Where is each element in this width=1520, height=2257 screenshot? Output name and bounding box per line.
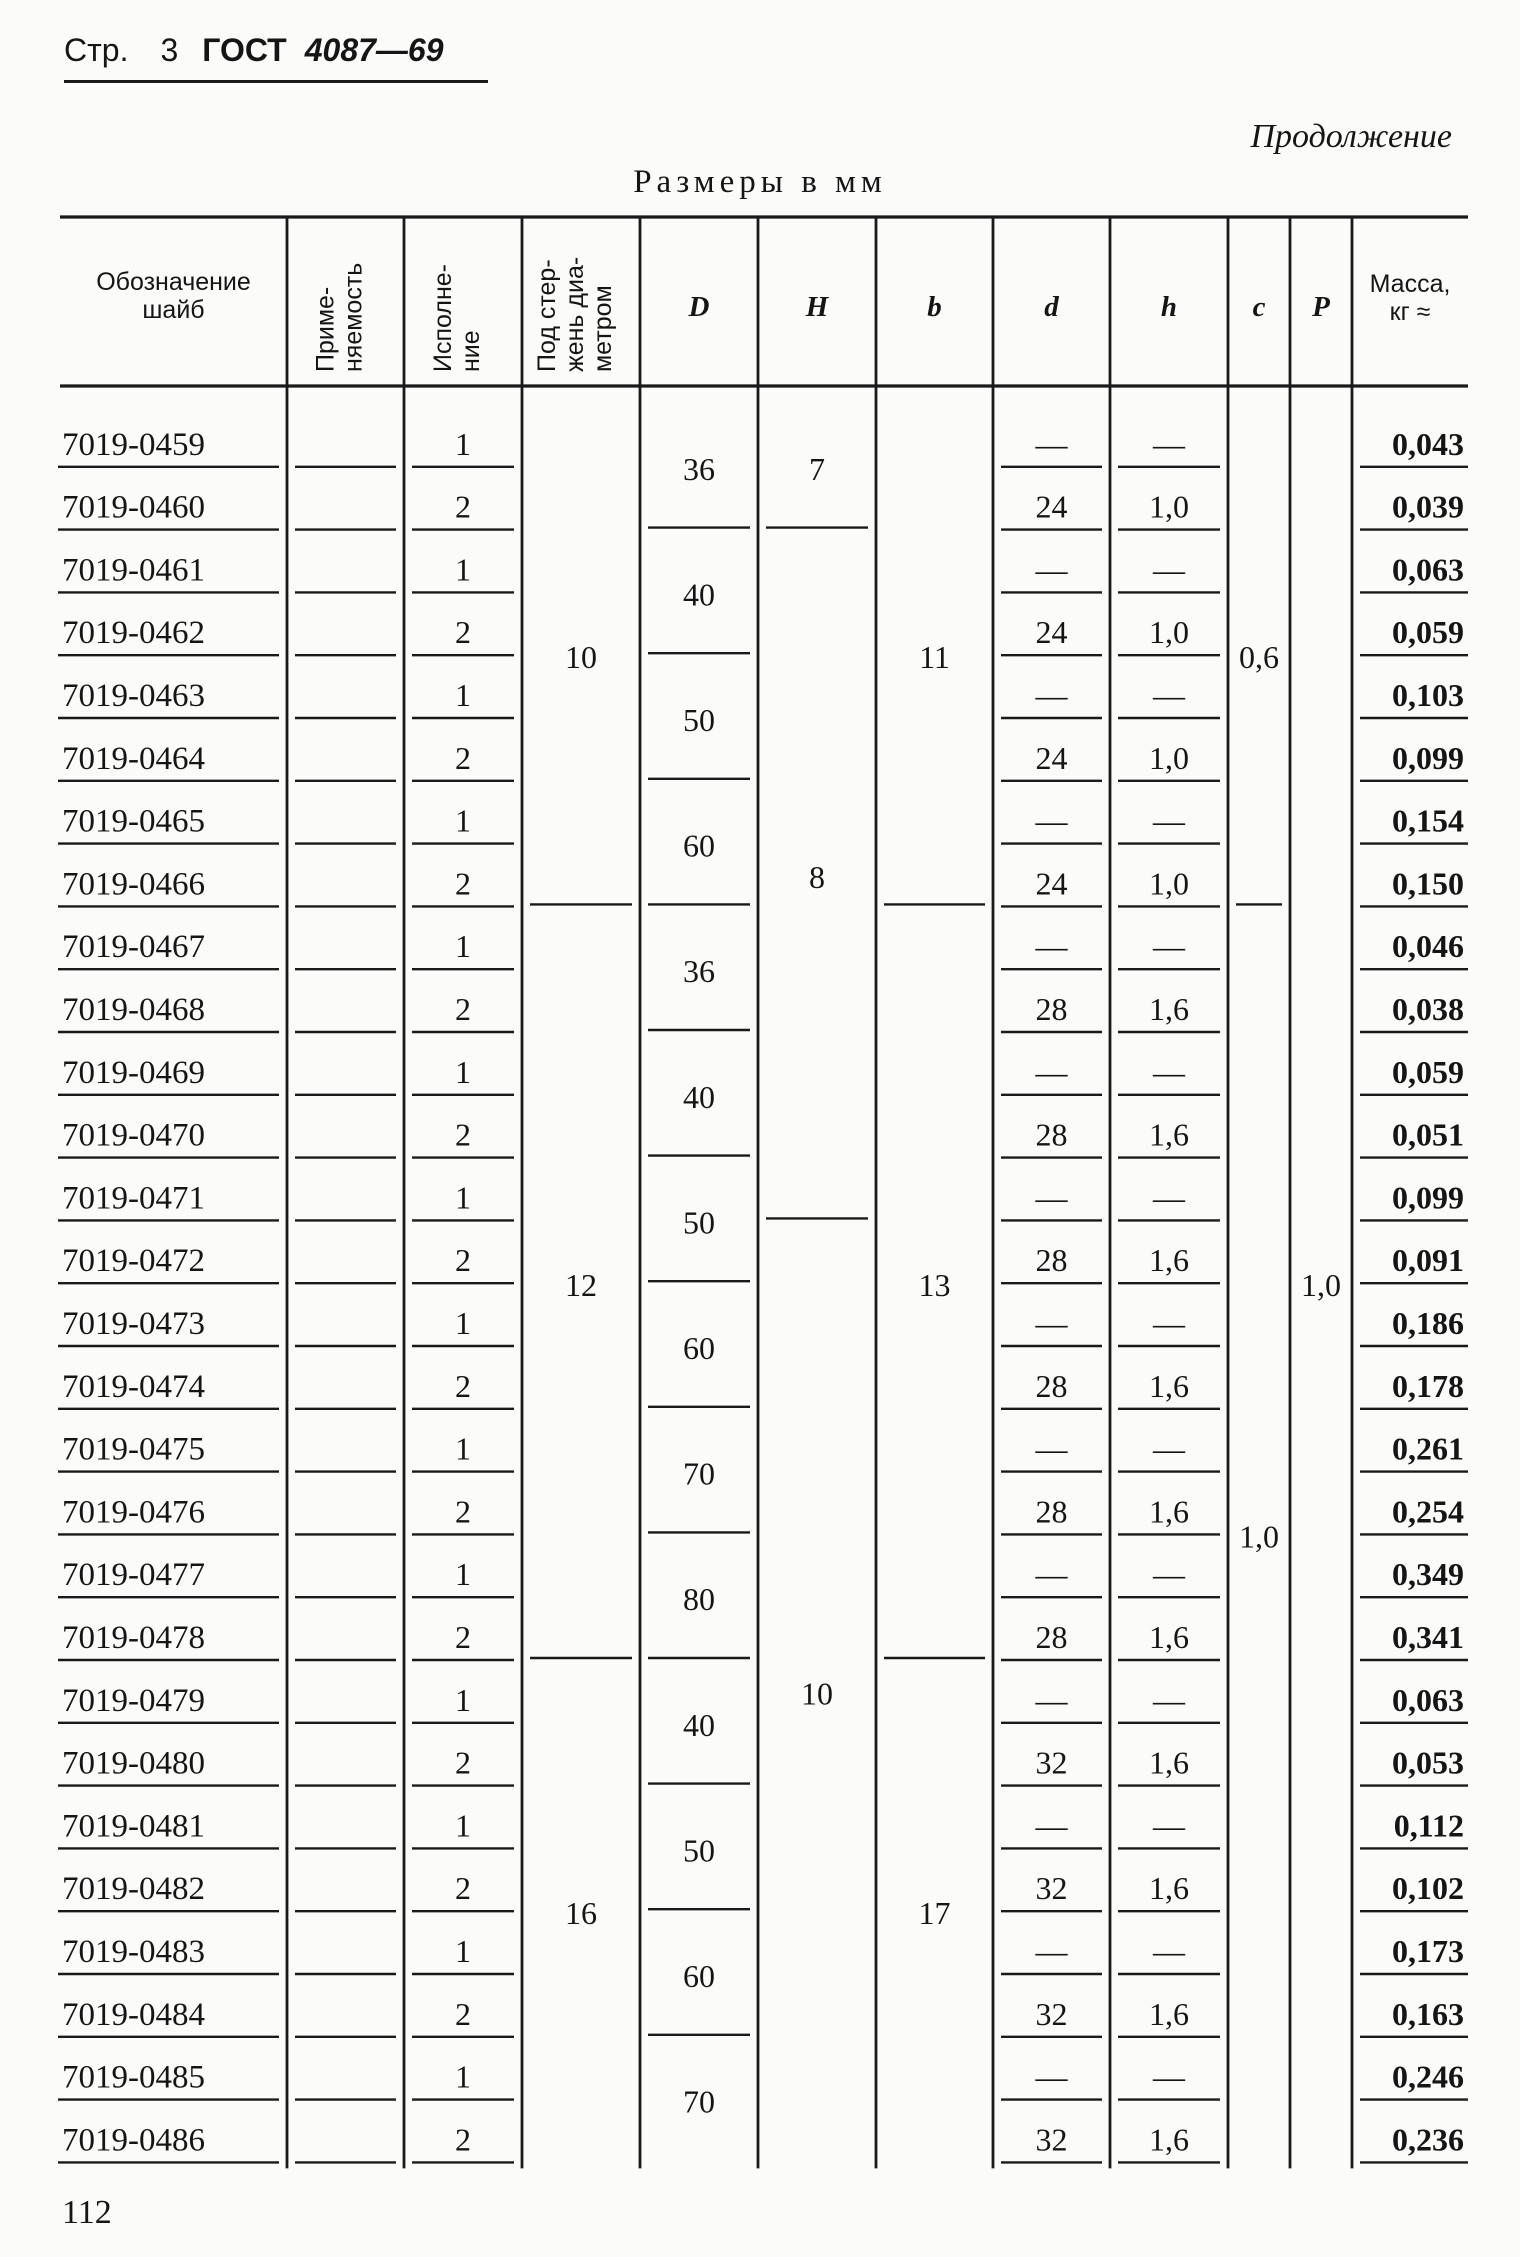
row-designation: 7019-0476 — [62, 1494, 205, 1531]
merged-D: 40 — [683, 576, 715, 613]
header-mass: кг ≈ — [1389, 298, 1431, 326]
row-h: — — [1153, 551, 1185, 588]
row-h: 1,0 — [1149, 739, 1189, 776]
header-c: c — [1252, 291, 1266, 323]
row-designation: 7019-0475 — [62, 1431, 205, 1468]
row-version: 2 — [455, 1619, 471, 1655]
row-version: 1 — [455, 1053, 471, 1090]
merged-H: 7 — [809, 450, 825, 487]
row-h: 1,6 — [1149, 1870, 1189, 1907]
page-num: 3 — [160, 32, 179, 68]
row-d: 24 — [1035, 865, 1068, 902]
row-mass: 0,112 — [1393, 1807, 1464, 1844]
row-mass: 0,051 — [1392, 1116, 1464, 1153]
row-d: — — [1035, 1430, 1068, 1467]
row-designation: 7019-0463 — [62, 678, 205, 714]
row-version: 1 — [455, 1933, 471, 1969]
row-mass: 0,053 — [1392, 1744, 1464, 1781]
row-designation: 7019-0467 — [62, 929, 205, 966]
row-version: 1 — [455, 551, 471, 588]
row-designation: 7019-0484 — [62, 1996, 205, 2033]
merged-b: 17 — [918, 1895, 951, 1932]
row-h: 1,6 — [1149, 991, 1189, 1027]
header-H: H — [805, 291, 829, 323]
header-D: D — [688, 291, 710, 323]
row-designation: 7019-0481 — [62, 1808, 205, 1845]
header-d: d — [1044, 291, 1059, 323]
header-applicability: Приме- — [311, 286, 340, 372]
row-h: 1,0 — [1149, 865, 1189, 902]
row-h: — — [1153, 802, 1185, 839]
row-designation: 7019-0482 — [62, 1871, 205, 1908]
header-designation: Обозначение — [96, 268, 251, 296]
row-version: 1 — [455, 802, 471, 839]
row-h: 1,6 — [1149, 1367, 1189, 1404]
header-h: h — [1160, 291, 1178, 323]
row-h: 1,6 — [1149, 2121, 1189, 2158]
row-d: 24 — [1035, 488, 1068, 525]
row-designation: 7019-0473 — [62, 1306, 205, 1342]
row-mass: 0,063 — [1392, 1681, 1464, 1718]
merged-D: 40 — [683, 1078, 715, 1115]
row-mass: 0,186 — [1392, 1305, 1464, 1341]
header-designation: шайб — [142, 296, 205, 324]
row-h: 1,6 — [1149, 1995, 1189, 2032]
merged-P: 1,0 — [1301, 1267, 1341, 1304]
header-version: ние — [457, 330, 485, 372]
row-d: — — [1035, 1179, 1068, 1216]
merged-D: 36 — [683, 953, 715, 990]
standard-label: ГОСТ — [202, 32, 287, 68]
row-mass: 0,103 — [1392, 677, 1464, 713]
merged-D: 50 — [683, 702, 715, 738]
row-designation: 7019-0461 — [62, 552, 205, 589]
row-h: 1,6 — [1149, 1744, 1189, 1781]
row-version: 1 — [455, 2058, 471, 2095]
row-designation: 7019-0472 — [62, 1243, 205, 1280]
row-version: 1 — [455, 1556, 471, 1593]
row-mass: 0,261 — [1392, 1430, 1464, 1467]
row-h: — — [1153, 1807, 1185, 1844]
row-designation: 7019-0486 — [62, 2122, 205, 2159]
page-label: Стр. — [64, 32, 129, 68]
row-mass: 0,341 — [1392, 1619, 1464, 1655]
header-rod-diameter: жень диа- — [561, 256, 589, 372]
row-h: 1,6 — [1149, 1619, 1189, 1655]
units-caption: Размеры в мм — [633, 164, 887, 200]
row-h: — — [1153, 1933, 1185, 1969]
row-d: 28 — [1035, 1619, 1068, 1655]
row-version: 1 — [455, 928, 471, 965]
row-d: 32 — [1035, 1744, 1068, 1781]
row-h: 1,0 — [1149, 488, 1189, 525]
header-version: Исполне- — [429, 264, 457, 372]
row-d: 24 — [1035, 739, 1068, 776]
row-designation: 7019-0464 — [62, 740, 205, 777]
row-mass: 0,178 — [1392, 1367, 1464, 1404]
row-version: 2 — [455, 614, 471, 651]
row-d: — — [1035, 677, 1068, 713]
row-version: 2 — [455, 1493, 471, 1530]
header-b: b — [927, 291, 942, 323]
merged-H: 8 — [809, 859, 825, 895]
header-applicability: няемость — [339, 262, 368, 372]
header-mass: Масса, — [1369, 270, 1451, 298]
row-designation: 7019-0460 — [62, 489, 205, 526]
row-h: 1,6 — [1149, 1242, 1189, 1279]
row-h: — — [1153, 1179, 1185, 1216]
row-d: — — [1035, 1681, 1068, 1718]
merged-D: 80 — [683, 1581, 715, 1618]
row-mass: 0,173 — [1392, 1933, 1464, 1969]
row-mass: 0,059 — [1392, 1053, 1464, 1090]
row-d: — — [1035, 1556, 1068, 1593]
row-mass: 0,091 — [1392, 1242, 1464, 1279]
row-h: — — [1153, 1305, 1185, 1341]
merged-H: 10 — [801, 1675, 833, 1712]
row-d: — — [1035, 928, 1068, 965]
row-d: — — [1035, 1933, 1068, 1969]
row-mass: 0,099 — [1392, 1179, 1464, 1216]
row-designation: 7019-0466 — [62, 866, 205, 903]
row-d: — — [1035, 551, 1068, 588]
row-d: 28 — [1035, 991, 1068, 1027]
row-designation: 7019-0468 — [62, 992, 205, 1028]
row-version: 2 — [455, 488, 471, 525]
row-mass: 0,038 — [1392, 991, 1464, 1027]
row-designation: 7019-0462 — [62, 615, 205, 652]
merged-D: 50 — [683, 1832, 715, 1869]
row-designation: 7019-0469 — [62, 1054, 205, 1091]
row-mass: 0,063 — [1392, 551, 1464, 588]
row-version: 2 — [455, 1870, 471, 1907]
row-d: 32 — [1035, 1995, 1068, 2032]
row-mass: 0,039 — [1392, 488, 1464, 525]
row-version: 2 — [455, 991, 471, 1027]
row-version: 1 — [455, 1305, 471, 1341]
merged-c: 1,0 — [1239, 1518, 1279, 1555]
row-mass: 0,236 — [1392, 2121, 1464, 2158]
row-designation: 7019-0474 — [62, 1368, 205, 1405]
row-version: 2 — [455, 1995, 471, 2032]
row-designation: 7019-0459 — [62, 426, 205, 463]
row-designation: 7019-0483 — [62, 1934, 205, 1970]
continuation-note: Продолжение — [1250, 118, 1452, 155]
row-d: 28 — [1035, 1242, 1068, 1279]
row-version: 1 — [455, 425, 471, 462]
row-mass: 0,254 — [1392, 1493, 1464, 1530]
row-mass: 0,099 — [1392, 739, 1464, 776]
row-version: 2 — [455, 1116, 471, 1153]
row-version: 2 — [455, 1744, 471, 1781]
merged-rod-diameter: 10 — [565, 639, 597, 676]
merged-D: 70 — [683, 2083, 715, 2120]
row-h: 1,6 — [1149, 1493, 1189, 1530]
merged-b: 13 — [918, 1267, 951, 1304]
page-number: 112 — [62, 2194, 112, 2231]
row-mass: 0,102 — [1392, 1870, 1464, 1907]
row-version: 2 — [455, 739, 471, 776]
row-d: 28 — [1035, 1367, 1068, 1404]
row-d: 28 — [1035, 1493, 1068, 1530]
row-h: — — [1153, 677, 1185, 713]
row-h: — — [1153, 1053, 1185, 1090]
merged-D: 40 — [683, 1706, 715, 1743]
row-mass: 0,043 — [1392, 425, 1464, 462]
row-h: 1,6 — [1149, 1116, 1189, 1153]
row-version: 2 — [455, 865, 471, 902]
row-mass: 0,059 — [1392, 614, 1464, 651]
row-designation: 7019-0465 — [62, 803, 205, 840]
row-designation: 7019-0485 — [62, 2059, 205, 2096]
row-d: — — [1035, 802, 1068, 839]
merged-D: 60 — [683, 1330, 715, 1366]
merged-c: 0,6 — [1239, 639, 1279, 676]
row-mass: 0,246 — [1392, 2058, 1464, 2095]
row-designation: 7019-0477 — [62, 1557, 205, 1594]
header-rod-diameter: Под стер- — [533, 259, 561, 372]
row-version: 2 — [455, 1367, 471, 1404]
row-version: 1 — [455, 1681, 471, 1718]
row-h: — — [1153, 928, 1185, 965]
header-P: P — [1312, 291, 1330, 323]
row-version: 1 — [455, 1807, 471, 1844]
row-mass: 0,349 — [1392, 1556, 1464, 1593]
row-designation: 7019-0470 — [62, 1117, 205, 1154]
row-mass: 0,046 — [1392, 928, 1464, 965]
row-designation: 7019-0480 — [62, 1745, 205, 1782]
row-h: — — [1153, 1681, 1185, 1718]
row-d: — — [1035, 2058, 1068, 2095]
row-designation: 7019-0471 — [62, 1180, 205, 1217]
row-version: 1 — [455, 1430, 471, 1467]
row-h: 1,0 — [1149, 614, 1189, 651]
row-h: — — [1153, 1556, 1185, 1593]
merged-rod-diameter: 12 — [565, 1267, 597, 1304]
row-designation: 7019-0479 — [62, 1682, 205, 1719]
row-mass: 0,150 — [1392, 865, 1464, 902]
merged-b: 11 — [919, 639, 950, 676]
merged-D: 50 — [683, 1204, 715, 1241]
standard-code: 4087—69 — [304, 32, 444, 68]
row-d: — — [1035, 1807, 1068, 1844]
row-h: — — [1153, 425, 1185, 462]
row-d: — — [1035, 1053, 1068, 1090]
row-mass: 0,163 — [1392, 1995, 1464, 2032]
row-designation: 7019-0478 — [62, 1620, 205, 1656]
row-version: 2 — [455, 1242, 471, 1279]
row-d: — — [1035, 1305, 1068, 1341]
merged-D: 36 — [683, 450, 715, 487]
row-d: 32 — [1035, 1870, 1068, 1907]
merged-D: 60 — [683, 1958, 715, 1994]
row-version: 1 — [455, 677, 471, 713]
row-h: — — [1153, 1430, 1185, 1467]
merged-rod-diameter: 16 — [565, 1895, 597, 1932]
row-d: 32 — [1035, 2121, 1068, 2158]
row-version: 1 — [455, 1179, 471, 1216]
row-d: 28 — [1035, 1116, 1068, 1153]
row-h: — — [1153, 2058, 1185, 2095]
merged-D: 60 — [683, 827, 715, 864]
header-rod-diameter: метром — [589, 285, 617, 372]
row-d: 24 — [1035, 614, 1068, 651]
row-version: 2 — [455, 2121, 471, 2158]
row-mass: 0,154 — [1392, 802, 1464, 839]
merged-D: 70 — [683, 1455, 715, 1492]
row-d: — — [1035, 425, 1068, 462]
